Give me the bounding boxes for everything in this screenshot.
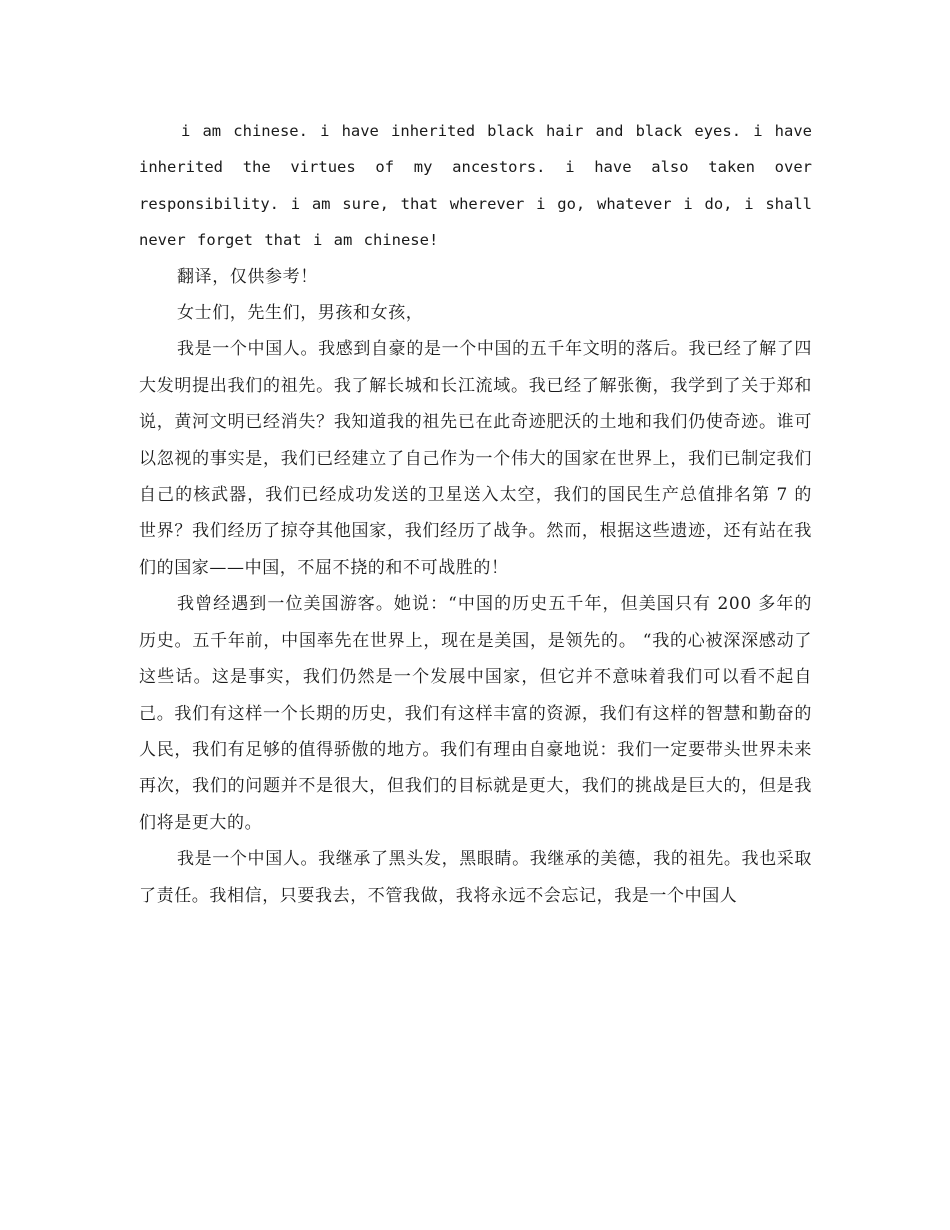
body-paragraph-1: 我是一个中国人。我感到自豪的是一个中国的五千年文明的落后。我已经了解了四大发明提出我们的祖先。我了解长城和长江流域。我已经了解张衡，我学到了关于郑和说，黄河文明已经消失？我知道我的祖先已在此奇迹肥沃的土地和我们仍使奇迹。谁可以忽视的事实是，我们已经建立了自己作为一个伟大的国家在世界上，我们已制定我们自己的核武器，我们已经成功发送的卫星送入太空，我们的国民生产总值排名第 7 的世界？我们经历了掠夺其他国家，我们经历了战争。然而，根据这些遗迹，还有站在我们的国家——中国，不屈不挠的和不可战胜的！ xyxy=(139,339,812,578)
translation-note: 翻译，仅供参考！ xyxy=(177,266,318,287)
body-paragraph-2: 我曾经遇到一位美国游客。她说：“中国的历史五千年，但美国只有 200 多年的历史。五千年前，中国率先在世界上，现在是美国，是领先的。 “我的心被深深感动了这些话。这是事实，我们仍然是一个发展中国家，但它并不意味着我们可以看不起自己。我们有这样一个长期的历史，我们有这样丰富的资源，我们有这样的智慧和勤奋的人民，我们有足够的值得骄傲的地方。我们有理由自豪地说：我们一定要带头世界未来再次，我们的问题并不是很大，但我们的目标就是更大，我们的挑战是巨大的，但是我们将是更大的。 xyxy=(139,594,812,833)
english-paragraph: i am chinese. i have inherited black hair and black eyes. i have inherited the virtues of my ancestors. i have also taken over responsibility. i am sure, that wherever i go, whatever i do, i shall never forget that i am chinese! xyxy=(139,122,812,250)
body-paragraph-3: 我是一个中国人。我继承了黑头发，黑眼睛。我继承的美德，我的祖先。我也采取了责任。我相信，只要我去，不管我做，我将永远不会忘记，我是一个中国人 xyxy=(139,849,812,906)
document-body xyxy=(139,113,812,914)
greeting-line: 女士们，先生们，男孩和女孩， xyxy=(177,303,424,324)
